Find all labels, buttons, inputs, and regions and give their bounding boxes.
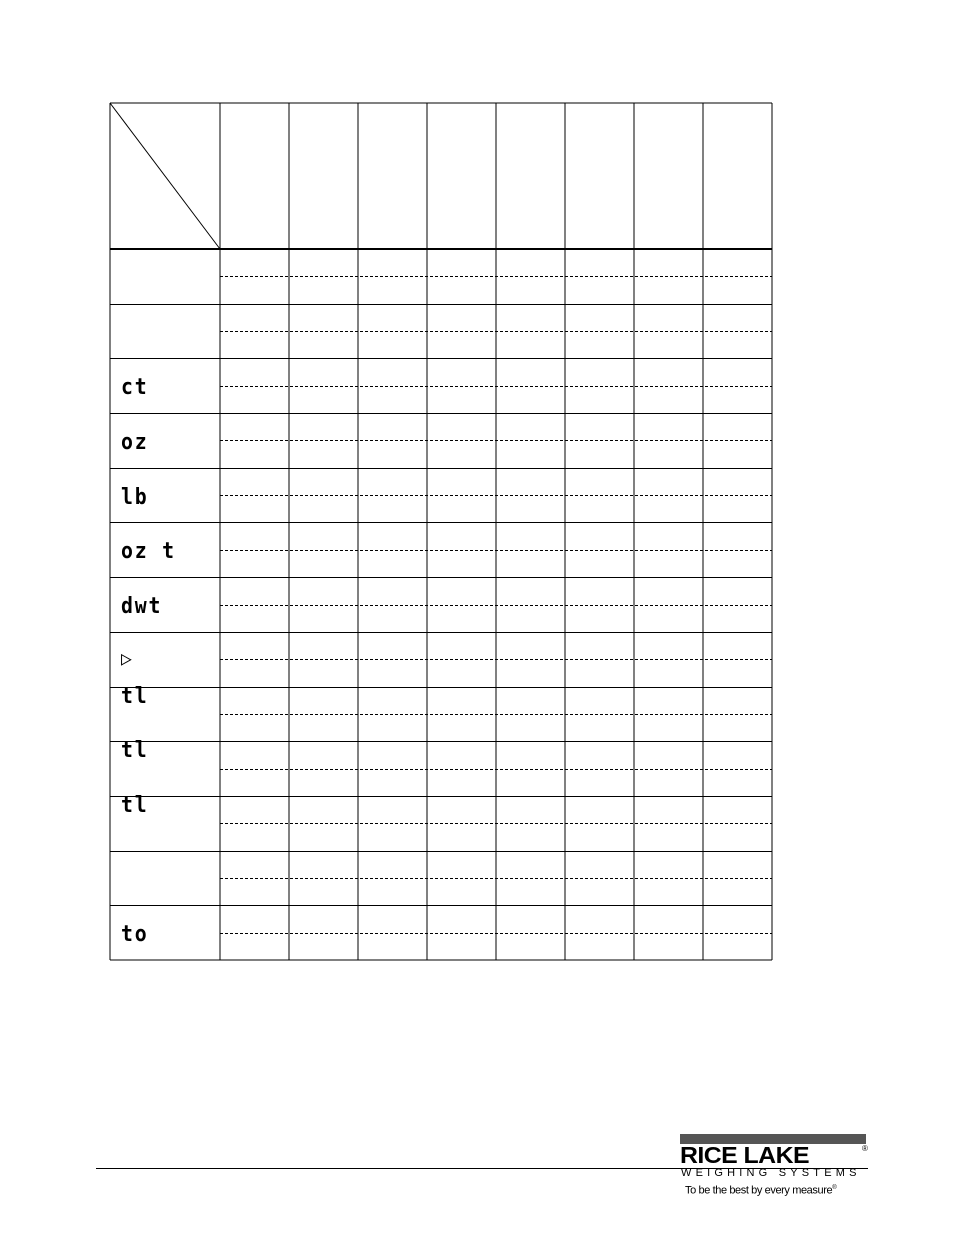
logo-registered-mark: ® (862, 1144, 868, 1153)
rice-lake-logo (676, 1132, 872, 1202)
row-label-12: to (121, 922, 149, 947)
row-label-4: lb (121, 485, 149, 510)
row-label-10: tl (121, 793, 149, 818)
logo-tagline (685, 1182, 836, 1198)
row-label-5: oz t (121, 539, 176, 564)
row-label-9: tl (121, 738, 149, 763)
row-label-8: tl (121, 684, 149, 709)
logo-brand: RICE LAKE (680, 1142, 810, 1168)
row-label-6: dwt (121, 594, 163, 619)
logo-tagline-text: To be the best by every measure (685, 1184, 833, 1197)
row-label-7: ▷ (121, 646, 134, 670)
row-label-3: oz (121, 430, 149, 455)
logo-tagline-mark: ® (832, 1185, 837, 1191)
row-label-2: ct (121, 375, 149, 400)
logo-subtitle: WEIGHING SYSTEMS (681, 1167, 861, 1179)
header-diagonal (110, 103, 220, 249)
